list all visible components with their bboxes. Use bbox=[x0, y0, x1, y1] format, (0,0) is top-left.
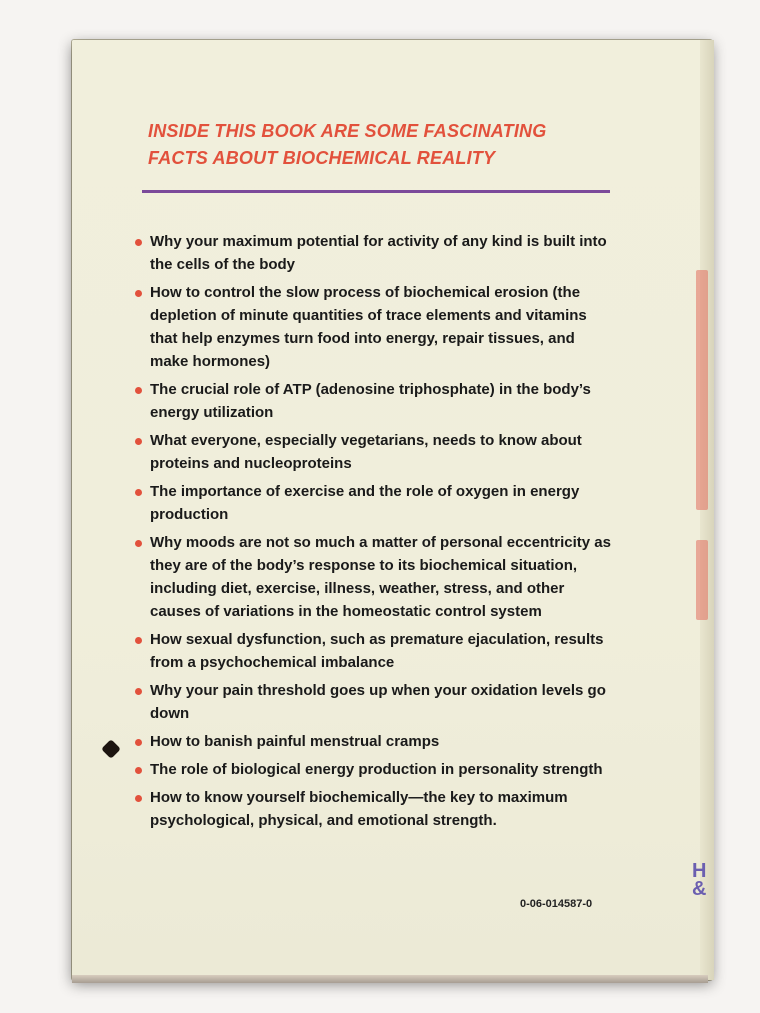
list-item bbox=[132, 378, 612, 424]
list-item-text: Why moods are not so much a matter of personal eccentricity as they are of the body’s response to its biochemical situation, including diet, exercise, illness, weather, stress, and other causes of variations in the homeostatic control system bbox=[150, 534, 611, 620]
list-item-text: Why your pain threshold goes up when your oxidation levels go down bbox=[150, 682, 606, 722]
book-bottom-edge bbox=[72, 975, 708, 983]
bullet-icon bbox=[135, 387, 142, 394]
divider-rule bbox=[142, 190, 610, 193]
list-item bbox=[132, 281, 612, 373]
list-item-text: Why your maximum potential for activity of any kind is built into the cells of the body bbox=[150, 233, 607, 273]
bullet-icon bbox=[135, 438, 142, 445]
book-spine-edge bbox=[700, 40, 714, 980]
spine-title-mark bbox=[696, 270, 708, 510]
list-item bbox=[132, 480, 612, 526]
list-item bbox=[132, 429, 612, 475]
list-item bbox=[132, 679, 612, 725]
headline-line-1: INSIDE THIS BOOK ARE SOME FASCINATING bbox=[148, 121, 547, 141]
bullet-icon bbox=[135, 688, 142, 695]
list-item-text: The crucial role of ATP (adenosine triphosphate) in the body’s energy utilization bbox=[150, 381, 591, 421]
headline-line-2: FACTS ABOUT BIOCHEMICAL REALITY bbox=[148, 148, 496, 168]
bullet-icon bbox=[135, 489, 142, 496]
list-item-text: What everyone, especially vegetarians, needs to know about proteins and nucleoproteins bbox=[150, 432, 582, 472]
list-item bbox=[132, 730, 612, 753]
list-item-text: The importance of exercise and the role of oxygen in energy production bbox=[150, 483, 580, 523]
bullet-icon bbox=[135, 795, 142, 802]
facts-list bbox=[132, 230, 612, 837]
list-item bbox=[132, 531, 612, 623]
isbn-number: 0-06-014587-0 bbox=[520, 898, 593, 910]
list-item-text: How sexual dysfunction, such as premature ejaculation, results from a psychochemical imbalance bbox=[150, 631, 604, 671]
bullet-icon bbox=[135, 290, 142, 297]
cover-headline bbox=[148, 118, 628, 172]
list-item-text: The role of biological energy production in personality strength bbox=[150, 761, 603, 778]
list-item-text: How to banish painful menstrual cramps bbox=[150, 733, 440, 750]
list-item bbox=[132, 786, 612, 832]
spine-publisher-logo: H & bbox=[692, 860, 707, 900]
list-item bbox=[132, 230, 612, 276]
bullet-icon bbox=[135, 540, 142, 547]
bullet-icon bbox=[135, 767, 142, 774]
list-item-text: How to control the slow process of biochemical erosion (the depletion of minute quantities of trace elements and vitamins that help enzymes turn food into energy, repair tissues, and make hormones) bbox=[150, 284, 587, 370]
list-item-text: How to know yourself biochemically—the key to maximum psychological, physical, and emotional strength. bbox=[150, 789, 568, 829]
list-item bbox=[132, 758, 612, 781]
spine-title-mark bbox=[696, 540, 708, 620]
list-item bbox=[132, 628, 612, 674]
bullet-icon bbox=[135, 239, 142, 246]
bullet-icon bbox=[135, 739, 142, 746]
bullet-icon bbox=[135, 637, 142, 644]
